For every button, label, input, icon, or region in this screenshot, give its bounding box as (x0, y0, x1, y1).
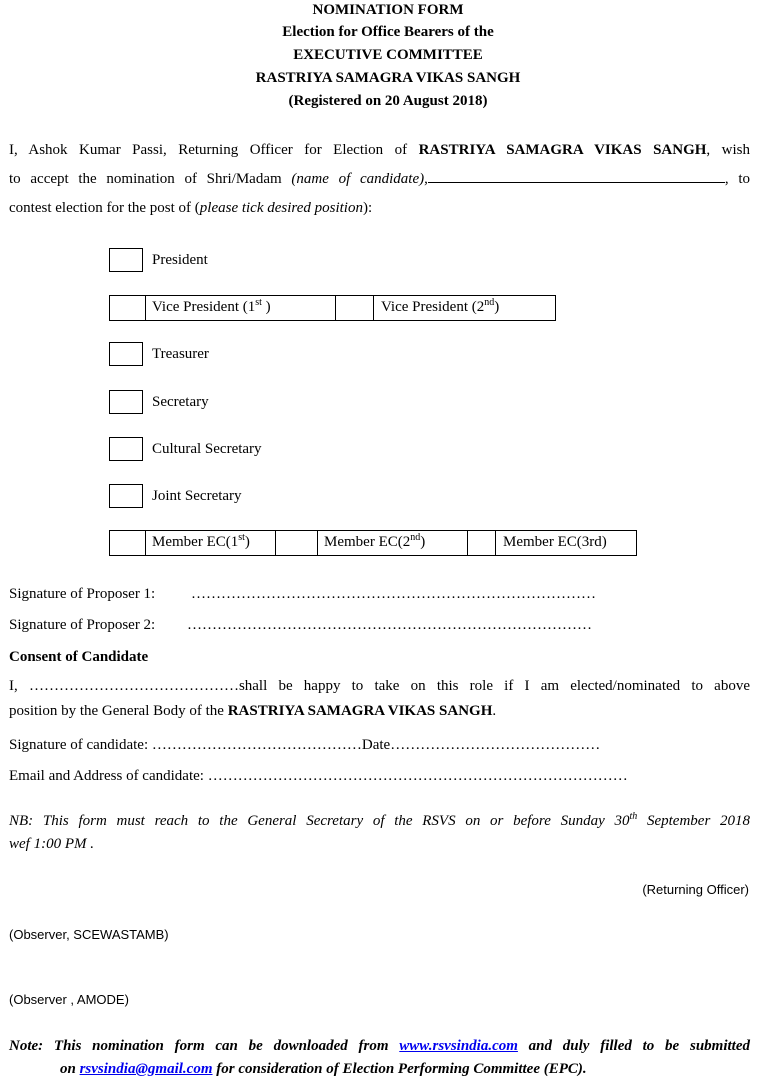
consent-line-2: position by the General Body of the RASTRIYA SAMAGRA VIKAS SANGH. (9, 703, 497, 719)
intro-line-1: I, Ashok Kumar Passi, Returning Officer for Election of RASTRIYA SAMAGRA VIKAS SANGH, wish (9, 142, 750, 158)
intro-line-3: contest election for the post of (please tick desired position): (9, 200, 373, 216)
member-ec-1-cell (146, 531, 276, 555)
email-address-field[interactable]: ………………………………………………………………………… (207, 768, 628, 784)
nb-line-2: wef 1:00 PM . (9, 836, 94, 852)
date-label: Date (361, 737, 391, 753)
member-ec-2-cell (318, 531, 468, 555)
vice-president-1-cell (146, 296, 336, 320)
nb-paragraph (9, 810, 750, 856)
note-line-1: Note: This nomination form can be downloaded from www.rsvsindia.com and duly filled to be submitted (9, 1038, 750, 1054)
returning-officer-signature: (Returning Officer) (642, 882, 749, 897)
joint-secretary-checkbox[interactable] (109, 484, 143, 508)
member-ec-1-checkbox[interactable] (110, 531, 146, 555)
cultural-secretary-checkbox[interactable] (109, 437, 143, 461)
intro-line-2: to accept the nomination of Shri/Madam (name of candidate), , to (9, 165, 750, 194)
vice-president-1-checkbox[interactable] (110, 296, 146, 320)
member-ec-row (109, 530, 637, 556)
consent-paragraph (9, 674, 750, 724)
member-ec-2-checkbox[interactable] (276, 531, 318, 555)
candidate-name-blank[interactable] (428, 168, 725, 183)
candidate-signature-label: Signature of candidate: (9, 737, 152, 753)
proposer-2-line (9, 617, 155, 634)
member-ec-1-label: Member EC(1st) (152, 532, 250, 550)
vice-president-1-label: Vice President (1st ) (152, 297, 271, 315)
proposer-1-line (9, 586, 155, 603)
candidate-signature-field[interactable]: …………………………………… (151, 737, 362, 753)
president-checkbox[interactable] (109, 248, 143, 272)
committee-title: EXECUTIVE COMMITTEE (293, 47, 483, 63)
consent-heading: Consent of Candidate (9, 649, 149, 665)
registration-date: (Registered on 20 August 2018) (288, 93, 488, 109)
candidate-signature-line (9, 737, 600, 754)
website-link[interactable]: www.rsvsindia.com (399, 1038, 518, 1054)
member-ec-3-checkbox[interactable] (468, 531, 496, 555)
consent-line-1: I, ……………………………………shall be happy to take on this role if I am elected/nominated to above (9, 678, 750, 694)
vice-president-row (109, 295, 556, 321)
joint-secretary-label: Joint Secretary (152, 488, 242, 504)
observer-1-signature: (Observer, SCEWASTAMB) (9, 927, 169, 942)
proposer-1-signature-field[interactable]: ……………………………………………………………………… (191, 586, 596, 602)
email-address-line (9, 768, 628, 785)
vice-president-2-checkbox[interactable] (336, 296, 374, 320)
note-line-2: on rsvsindia@gmail.com for consideration of Election Performing Committee (EPC). (60, 1061, 587, 1077)
secretary-checkbox[interactable] (109, 390, 143, 414)
note-paragraph (9, 1035, 750, 1081)
proposer-1-label: Signature of Proposer 1: (9, 586, 156, 602)
proposer-2-label: Signature of Proposer 2: (9, 617, 156, 633)
cultural-secretary-label: Cultural Secretary (152, 441, 262, 457)
member-ec-2-label: Member EC(2nd) (324, 532, 426, 550)
treasurer-label: Treasurer (152, 346, 209, 362)
vice-president-2-label: Vice President (2nd) (381, 297, 500, 315)
observer-2-signature: (Observer , AMODE) (9, 992, 129, 1007)
email-link[interactable]: rsvsindia@gmail.com (79, 1061, 213, 1077)
president-label: President (152, 252, 208, 268)
form-subtitle: Election for Office Bearers of the (282, 24, 494, 40)
proposer-2-signature-field[interactable]: ……………………………………………………………………… (187, 617, 592, 633)
organization-title: RASTRIYA SAMAGRA VIKAS SANGH (255, 70, 521, 86)
treasurer-checkbox[interactable] (109, 342, 143, 366)
nb-line-1: NB: This form must reach to the General Secretary of the RSVS on or before Sunday 30th September 2018 (9, 811, 751, 829)
form-title: NOMINATION FORM (312, 2, 464, 18)
date-field[interactable]: …………………………………… (390, 737, 601, 753)
email-address-label: Email and Address of candidate: (9, 768, 208, 784)
intro-paragraph (9, 136, 750, 223)
secretary-label: Secretary (152, 394, 209, 410)
consent-name-field[interactable]: …………………………………… (28, 678, 239, 694)
member-ec-3-label: Member EC(3rd) (503, 534, 607, 550)
